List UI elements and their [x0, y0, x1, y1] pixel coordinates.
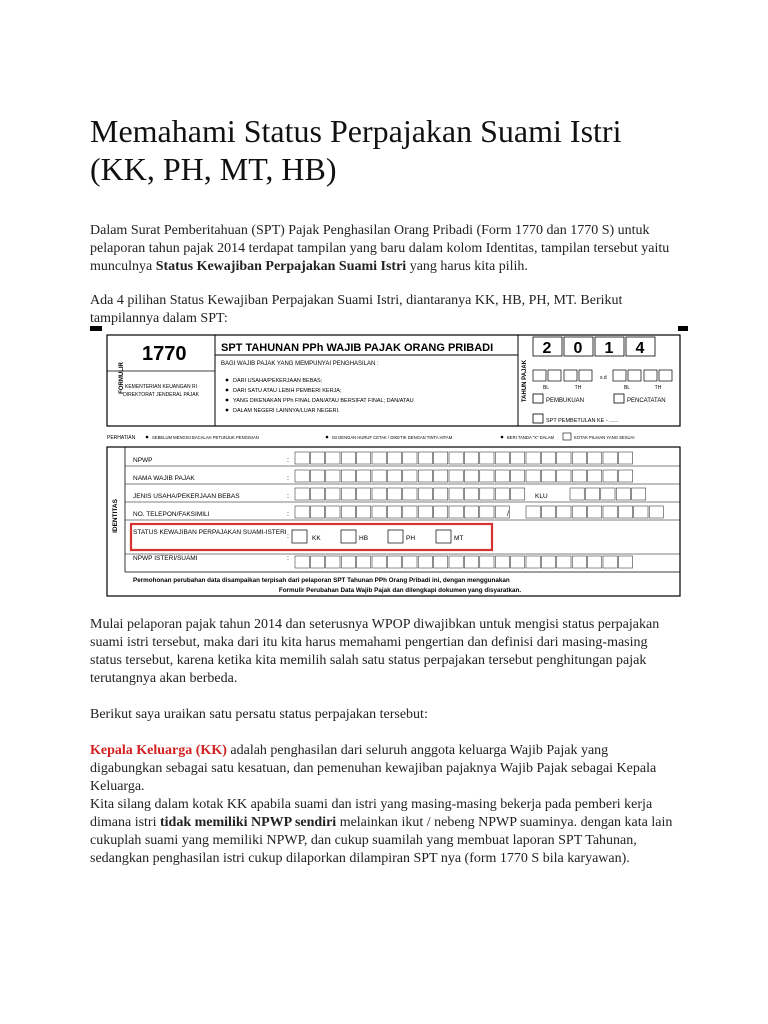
option-mt: MT	[454, 535, 464, 542]
agency-line-2: DIREKTORAT JENDERAL PAJAK	[123, 392, 199, 398]
field-nama-wajib-pajak: NAMA WAJIB PAJAK	[133, 475, 195, 482]
input-box-nama	[618, 470, 632, 482]
input-box-jenis	[387, 488, 401, 500]
input-box-npwp	[511, 452, 525, 464]
input-box-nama	[603, 470, 617, 482]
input-box-npwp-isteri	[618, 556, 632, 568]
header-title: SPT TAHUNAN PPh WAJIB PAJAK ORANG PRIBADI	[221, 342, 494, 354]
input-box-jenis	[495, 488, 509, 500]
input-box-telepon	[357, 506, 371, 518]
input-box-npwp	[418, 452, 432, 464]
input-box-telepon	[372, 506, 386, 518]
input-box-telepon	[649, 506, 663, 518]
perhatian-label: PERHATIAN	[107, 435, 136, 441]
input-box-npwp	[541, 452, 555, 464]
input-box-nama	[572, 470, 586, 482]
bullet-2: DARI SATU ATAU LEBIH PEMBERI KERJA;	[233, 388, 342, 394]
bullet-3: YANG DIKENAKAN PPh FINAL DAN/ATAU BERSIFAT FINAL; DAN/ATAU	[233, 398, 414, 404]
input-box-nama	[434, 470, 448, 482]
form-number: 1770	[142, 343, 187, 365]
input-box-npwp-isteri	[557, 556, 571, 568]
identitas-label: IDENTITAS	[112, 499, 119, 533]
phone-slash: /	[507, 511, 509, 518]
instruction-4: KOTAK PILIHAN YANG SESUAI	[574, 435, 635, 440]
input-box-jenis	[357, 488, 371, 500]
input-box-klu	[616, 488, 630, 500]
input-box-telepon	[326, 506, 340, 518]
input-box-telepon	[434, 506, 448, 518]
input-box-nama	[464, 470, 478, 482]
field-npwp: NPWP	[133, 457, 153, 464]
tahun-pajak-label: TAHUN PAJAK	[522, 359, 528, 403]
klu-label: KLU	[535, 493, 548, 500]
kk-usage-paragraph: Kita silang dalam kotak KK apabila suami dan istri yang masing-masing bekerja pada pemberi kerja dimana istri tidak memiliki NPWP sendiri melainkan ikut / nebeng NPWP suaminya. dengan kata lain cukuplah suami yang memiliki NPWP, dan cukup suamilah yang membuat laporan SPT Tahunan, sedangkan penghasilan istri cukup dilaporkan dilampiran SPT nya (form 1770 S bila karyawan).	[90, 797, 673, 866]
input-box-nama	[387, 470, 401, 482]
input-box-telepon	[603, 506, 617, 518]
option-ph: PH	[406, 535, 416, 542]
input-box-telepon	[557, 506, 571, 518]
input-box-npwp-isteri	[511, 556, 525, 568]
input-box-nama	[511, 470, 525, 482]
agency-line-1: KEMENTERIAN KEUANGAN RI	[125, 384, 197, 390]
input-box-npwp	[341, 452, 355, 464]
input-box-npwp	[480, 452, 494, 464]
input-box-nama	[480, 470, 494, 482]
input-box-npwp	[572, 452, 586, 464]
input-box-npwp	[357, 452, 371, 464]
input-box-npwp	[434, 452, 448, 464]
input-box-npwp-isteri	[372, 556, 386, 568]
input-box-npwp-isteri	[495, 556, 509, 568]
input-box-nama	[588, 470, 602, 482]
input-box-telepon	[572, 506, 586, 518]
input-box-npwp-isteri	[310, 556, 324, 568]
colon-5: :	[287, 533, 289, 540]
instruction-2: ISI DENGAN HURUF CETAK / DIKETIK DENGAN TINTA HITAM	[332, 435, 453, 440]
th-label-2: TH	[654, 385, 662, 391]
field-status-text: STATUS KEWAJIBAN PERPAJAKAN SUAMI-ISTERI	[133, 529, 287, 536]
input-box-klu	[585, 488, 599, 500]
input-box-telepon	[541, 506, 555, 518]
input-box-npwp	[403, 452, 417, 464]
input-box-telepon	[295, 506, 309, 518]
input-box-nama	[495, 470, 509, 482]
colon-3: :	[287, 493, 289, 500]
sd-label: s.d	[600, 375, 607, 381]
input-box-telepon	[403, 506, 417, 518]
options-paragraph: Ada 4 pilihan Status Kewajiban Perpajakan Suami Istri, diantaranya KK, HB, PH, MT. Berikut tampilannya dalam SPT:	[90, 293, 623, 326]
pembukuan-label: PEMBUKUAN	[546, 398, 585, 404]
input-box-npwp-isteri	[434, 556, 448, 568]
input-box-jenis	[341, 488, 355, 500]
input-box-nama	[403, 470, 417, 482]
input-box-telepon	[310, 506, 324, 518]
th-label-1: TH	[574, 385, 582, 391]
input-box-telepon	[418, 506, 432, 518]
input-box-nama	[372, 470, 386, 482]
input-box-jenis	[464, 488, 478, 500]
input-box-telepon	[634, 506, 648, 518]
header-subtitle: BAGI WAJIB PAJAK YANG MEMPUNYAI PENGHASILAN :	[221, 361, 379, 367]
input-box-nama	[341, 470, 355, 482]
mandatory-paragraph: Mulai pelaporan pajak tahun 2014 dan seterusnya WPOP diwajibkan untuk mengisi status perpajakan suami istri tersebut, maka dari itu kita harus memahami pengertian dan definisi dari masing-masing status tersebut, karena ketika kita memilih salah satu status perpajakan tersebut penghitungan pajak terutangnya akan berbeda.	[90, 617, 660, 686]
input-box-npwp	[387, 452, 401, 464]
input-box-npwp-isteri	[387, 556, 401, 568]
input-box-jenis	[418, 488, 432, 500]
input-box-jenis	[480, 488, 494, 500]
input-box-jenis	[434, 488, 448, 500]
intro-paragraph: Dalam Surat Pemberitahuan (SPT) Pajak Penghasilan Orang Pribadi (Form 1770 dan 1770 S) untuk pelaporan tahun pajak 2014 terdapat tampilan yang baru dalam kolom Identitas, tampilan tersebut yaitu munculnya Status Kewajiban Perpajakan Suami Istri yang harus kita pilih.	[90, 223, 670, 274]
input-box-jenis	[449, 488, 463, 500]
field-no-telepon: NO. TELEPON/FAKSIMILI	[133, 511, 210, 518]
input-box-jenis	[310, 488, 324, 500]
formulir-label: FORMULIR	[119, 362, 125, 394]
field-npwp-isteri: NPWP ISTERI/SUAMI	[133, 555, 198, 562]
input-box-npwp-isteri	[541, 556, 555, 568]
input-box-jenis	[326, 488, 340, 500]
pembetulan-label: SPT PEMBETULAN KE - ......	[546, 418, 619, 424]
input-box-npwp	[464, 452, 478, 464]
input-box-npwp	[326, 452, 340, 464]
input-box-telepon	[387, 506, 401, 518]
input-box-nama	[526, 470, 540, 482]
list-intro-paragraph: Berikut saya uraikan satu persatu status perpajakan tersebut:	[90, 707, 428, 722]
year-digit-2: 0	[573, 340, 583, 357]
input-box-jenis	[511, 488, 525, 500]
input-box-jenis	[403, 488, 417, 500]
input-box-nama	[541, 470, 555, 482]
input-box-nama	[310, 470, 324, 482]
input-box-nama	[295, 470, 309, 482]
input-box-npwp	[295, 452, 309, 464]
input-box-nama	[418, 470, 432, 482]
input-box-npwp	[588, 452, 602, 464]
input-box-npwp-isteri	[526, 556, 540, 568]
instruction-1: SEBELUM MENGISI BACALAH PETUNJUK PENGISIAN	[152, 435, 259, 440]
kk-term: Kepala Keluarga (KK)	[90, 743, 227, 758]
input-box-npwp	[495, 452, 509, 464]
option-hb: HB	[359, 535, 369, 542]
input-box-telepon	[341, 506, 355, 518]
colon-1: :	[287, 457, 289, 464]
year-digit-4: 4	[635, 340, 645, 357]
instruction-3: BERI TANDA "X" DALAM	[507, 435, 555, 440]
input-box-npwp	[526, 452, 540, 464]
bullet-4: DALAM NEGERI LAINNYA/LUAR NEGERI.	[233, 408, 340, 414]
input-box-npwp	[449, 452, 463, 464]
input-box-telepon	[449, 506, 463, 518]
input-box-npwp-isteri	[295, 556, 309, 568]
input-box-npwp-isteri	[403, 556, 417, 568]
input-box-jenis	[372, 488, 386, 500]
input-box-nama	[449, 470, 463, 482]
input-box-jenis	[295, 488, 309, 500]
input-box-npwp	[603, 452, 617, 464]
pencatatan-label: PENCATATAN	[627, 398, 666, 404]
footer-note-1: Permohonan perubahan data disampaikan terpisah dari pelaporan SPT Tahunan PPh Orang Pribadi ini, dengan menggunakan	[133, 577, 510, 584]
input-box-npwp-isteri	[341, 556, 355, 568]
footer-note-2: Formulir Perubahan Data Wajib Pajak dan dilengkapi dokumen yang disyaratkan.	[278, 587, 522, 594]
colon-6: :	[287, 555, 289, 562]
field-status-kewajiban	[133, 529, 287, 536]
input-box-klu	[570, 488, 584, 500]
input-box-npwp-isteri	[357, 556, 371, 568]
input-box-nama	[326, 470, 340, 482]
input-box-npwp	[618, 452, 632, 464]
input-box-npwp-isteri	[418, 556, 432, 568]
year-digit-1: 2	[542, 340, 552, 357]
input-box-npwp	[310, 452, 324, 464]
input-box-telepon	[480, 506, 494, 518]
input-box-klu	[601, 488, 615, 500]
input-box-npwp-isteri	[449, 556, 463, 568]
input-box-npwp-isteri	[464, 556, 478, 568]
input-box-npwp-isteri	[572, 556, 586, 568]
input-box-nama	[357, 470, 371, 482]
year-digit-3: 1	[604, 340, 614, 357]
input-box-nama	[557, 470, 571, 482]
input-box-npwp-isteri	[588, 556, 602, 568]
input-box-npwp	[557, 452, 571, 464]
input-box-npwp	[372, 452, 386, 464]
field-jenis-usaha: JENIS USAHA/PEKERJAAN BEBAS	[133, 493, 240, 500]
colon-4: :	[287, 511, 289, 518]
article-title: Memahami Status Perpajakan Suami Istri (KK, PH, MT, HB)	[90, 113, 622, 187]
kk-definition-paragraph: Kepala Keluarga (KK) adalah penghasilan dari seluruh anggota keluarga Wajib Pajak yang digabungkan sebagai satu kesatuan, dan pemenuhan kewajiban pajaknya Wajib Pajak sebagai Kepala Keluarga.	[90, 743, 657, 794]
bl-label-2: BL	[623, 385, 631, 391]
input-box-telepon	[464, 506, 478, 518]
input-box-klu	[632, 488, 646, 500]
input-box-npwp-isteri	[326, 556, 340, 568]
option-kk: KK	[312, 535, 321, 542]
input-box-npwp-isteri	[480, 556, 494, 568]
colon-2: :	[287, 475, 289, 482]
bl-label-1: BL	[542, 385, 550, 391]
spt-form-image	[90, 326, 688, 598]
input-box-npwp-isteri	[603, 556, 617, 568]
input-box-telepon	[618, 506, 632, 518]
input-box-telepon	[526, 506, 540, 518]
input-box-telepon	[588, 506, 602, 518]
bullet-1: DARI USAHA/PEKERJAAN BEBAS;	[233, 378, 323, 384]
